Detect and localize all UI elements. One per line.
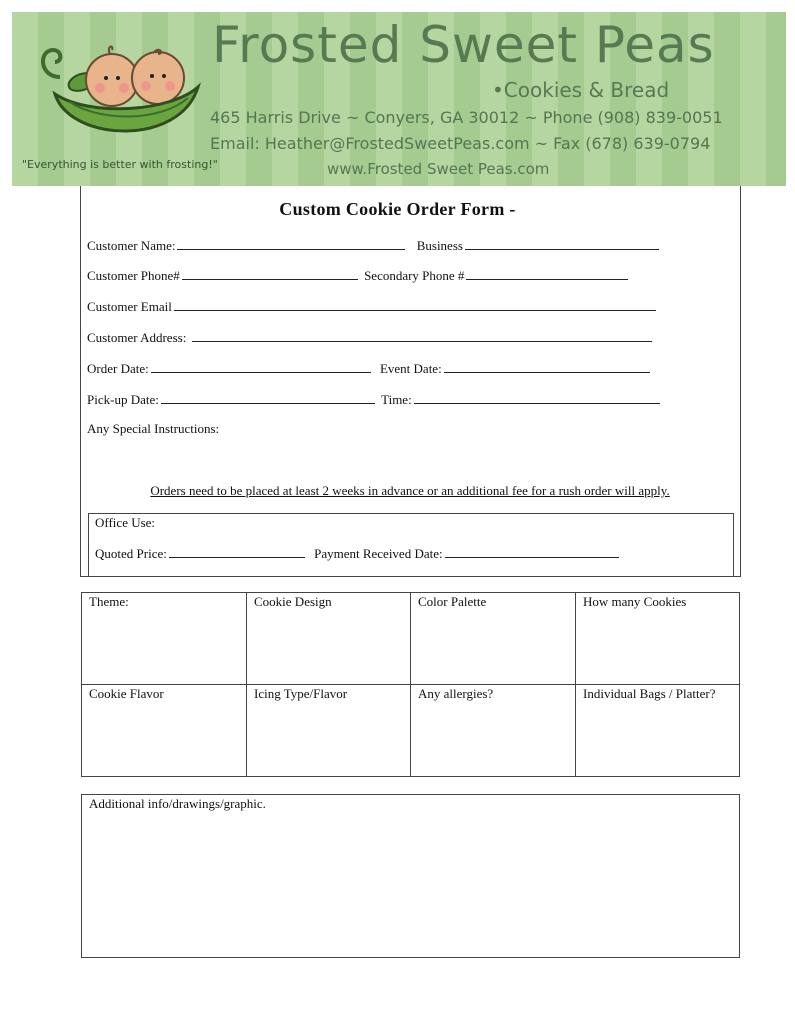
office-use-box	[88, 513, 734, 577]
special-instructions-label: Any Special Instructions:	[87, 421, 220, 436]
event-date-field[interactable]	[444, 360, 650, 373]
customer-name-label: Customer Name:	[87, 238, 176, 253]
customer-address-label: Customer Address:	[87, 330, 187, 345]
customer-email-label: Customer Email	[87, 299, 172, 314]
office-use-row	[95, 545, 621, 562]
color-palette-cell[interactable]: Color Palette	[411, 593, 576, 685]
rush-order-notice: Orders need to be placed at least 2 weeks in advance or an additional fee for a rush order will apply.	[150, 483, 670, 498]
pickup-date-label: Pick-up Date:	[87, 392, 159, 407]
cookie-details-grid	[81, 592, 740, 777]
time-field[interactable]	[414, 391, 660, 404]
customer-email-field[interactable]	[174, 298, 656, 311]
quoted-price-label: Quoted Price:	[95, 546, 167, 561]
business-field[interactable]	[465, 237, 659, 250]
header-banner	[12, 12, 786, 186]
quoted-price-field[interactable]	[169, 545, 305, 558]
payment-received-label: Payment Received Date:	[314, 546, 443, 561]
address-line: 465 Harris Drive ~ Conyers, GA 30012 ~ Phone (908) 839-0051	[210, 108, 723, 127]
cookie-design-cell[interactable]: Cookie Design	[247, 593, 411, 685]
customer-address-field[interactable]	[192, 329, 652, 342]
slogan: "Everything is better with frosting!"	[22, 158, 218, 171]
order-date-label: Order Date:	[87, 361, 149, 376]
order-date-field[interactable]	[151, 360, 371, 373]
customer-name-field[interactable]	[177, 237, 405, 250]
pickup-date-field[interactable]	[161, 391, 375, 404]
customer-phone-label: Customer Phone#	[87, 268, 180, 283]
customer-name-row	[87, 237, 661, 254]
secondary-phone-label: Secondary Phone #	[364, 268, 465, 283]
packaging-cell[interactable]: Individual Bags / Platter?	[583, 686, 716, 701]
cookie-flavor-cell[interactable]: Cookie Flavor	[82, 685, 247, 776]
office-use-label: Office Use:	[95, 515, 156, 530]
customer-address-row	[87, 329, 654, 346]
pickup-row	[87, 391, 662, 408]
customer-email-row	[87, 298, 658, 315]
customer-phone-row	[87, 267, 630, 284]
brand-title: Frosted Sweet Peas	[212, 16, 715, 74]
peapod-logo-icon	[30, 32, 205, 147]
event-date-label: Event Date:	[379, 361, 442, 376]
website-line: www.Frosted Sweet Peas.com	[327, 160, 550, 178]
cookie-count-cell[interactable]: How many Cookies	[576, 593, 739, 685]
contact-line: Email: Heather@FrostedSweetPeas.com ~ Fax (678) 639-0794	[210, 134, 711, 153]
customer-phone-field[interactable]	[182, 267, 358, 280]
icing-type-cell[interactable]: Icing Type/Flavor	[247, 685, 411, 776]
additional-info-box[interactable]	[81, 794, 740, 958]
time-label: Time:	[381, 392, 412, 407]
theme-cell[interactable]: Theme:	[82, 593, 247, 685]
allergies-cell[interactable]: Any allergies?	[411, 685, 576, 776]
secondary-phone-field[interactable]	[466, 267, 628, 280]
additional-info-label: Additional info/drawings/graphic.	[89, 796, 266, 811]
form-title: Custom Cookie Order Form -	[279, 199, 516, 219]
special-instructions-row	[87, 421, 219, 437]
business-label: Business	[416, 238, 463, 253]
payment-received-field[interactable]	[445, 545, 619, 558]
dates-row	[87, 360, 652, 377]
brand-subtitle: •Cookies & Bread	[492, 78, 670, 102]
